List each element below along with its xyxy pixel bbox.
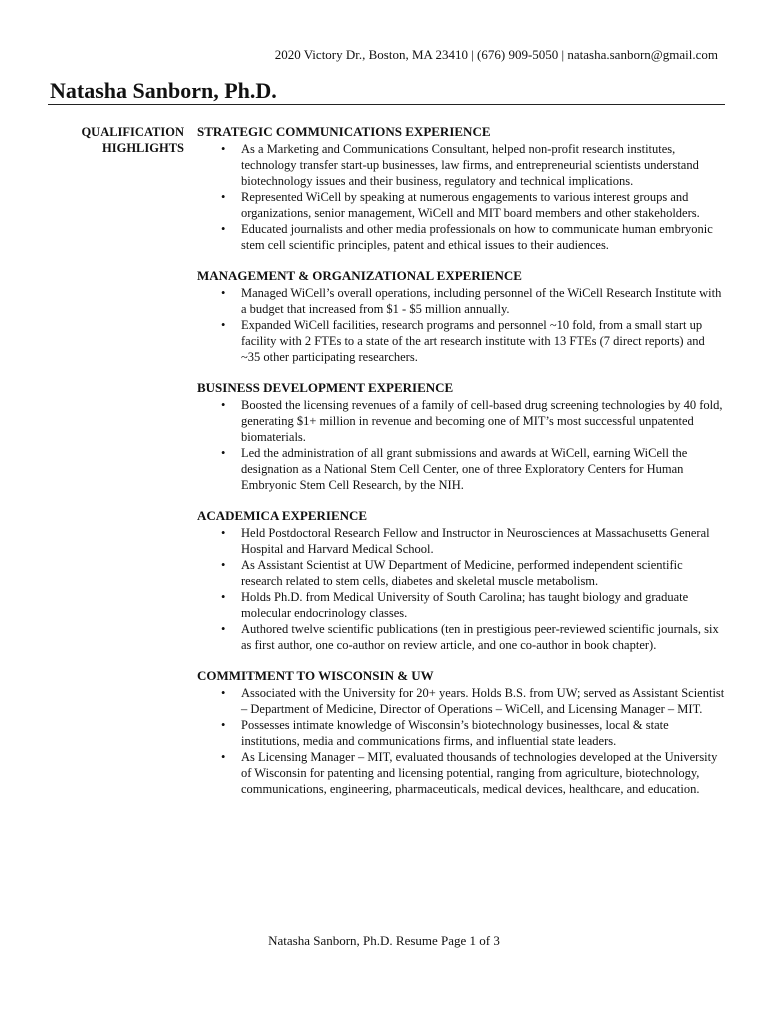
section-title: MANAGEMENT & ORGANIZATIONAL EXPERIENCE <box>197 268 522 283</box>
bullet-item <box>197 189 727 221</box>
bullet-icon: • <box>221 222 226 236</box>
section-title: BUSINESS DEVELOPMENT EXPERIENCE <box>197 380 454 395</box>
side-heading: QUALIFICATION HIGHLIGHTS <box>81 125 184 155</box>
bullet-item <box>197 749 727 797</box>
page-footer: Natasha Sanborn, Ph.D. Resume Page 1 of 3 <box>268 933 500 948</box>
bullet-text: As a Marketing and Communications Consultant, helped non-profit research institutes, technology transfer start-up businesses, law firms, and entrepreneurial scientists understand biotechnology issues and their business, regulatory and technical implications. <box>241 142 699 188</box>
resume-section <box>197 668 727 797</box>
resume-section <box>197 508 727 653</box>
bullet-text: Led the administration of all grant submissions and awards at WiCell, earning WiCell the designation as a National Stem Cell Center, one of three Exploratory Centers for Human Embryonic Stem Cell Research, by the NIH. <box>241 446 688 492</box>
bullet-icon: • <box>221 286 226 300</box>
bullet-item <box>197 141 727 189</box>
candidate-name: Natasha Sanborn, Ph.D. <box>50 78 277 103</box>
bullet-icon: • <box>221 590 226 604</box>
bullet-item <box>197 685 727 717</box>
bullet-icon: • <box>221 686 226 700</box>
bullet-item <box>197 557 727 589</box>
section-title: ACADEMICA EXPERIENCE <box>197 508 368 523</box>
resume-section <box>197 268 727 365</box>
bullet-list <box>197 285 727 365</box>
bullet-text: Boosted the licensing revenues of a family of cell-based drug screening technologies by 40 fold, generating $1+ million in revenue and becoming one of MIT’s most successful unpatented biomaterials. <box>241 398 723 444</box>
section-title: STRATEGIC COMMUNICATIONS EXPERIENCE <box>197 124 491 139</box>
bullet-item <box>197 589 727 621</box>
bullet-text: Educated journalists and other media professionals on how to communicate human embryonic stem cell scientific principles, patent and ethical issues to their audiences. <box>241 222 713 252</box>
bullet-text: As Assistant Scientist at UW Department of Medicine, performed independent scientific research related to stem cells, diabetes and skeletal muscle metabolism. <box>241 558 683 588</box>
bullet-icon: • <box>221 398 226 412</box>
bullet-text: Expanded WiCell facilities, research programs and personnel ~10 fold, from a small start up facility with 2 FTEs to a state of the art research institute with 13 FTEs (7 direct reports) and ~35 other participating researchers. <box>241 318 705 364</box>
bullet-icon: • <box>221 718 226 732</box>
bullet-text: Possesses intimate knowledge of Wisconsin’s biotechnology businesses, local & state institutions, media and communications firms, and influential state leaders. <box>241 718 669 748</box>
bullet-icon: • <box>221 142 226 156</box>
bullet-item <box>197 621 727 653</box>
bullet-text: Represented WiCell by speaking at numerous engagements to various interest groups and organizations, senior management, WiCell and MIT board members and other stakeholders. <box>241 190 700 220</box>
bullet-text: Held Postdoctoral Research Fellow and Instructor in Neurosciences at Massachusetts General Hospital and Harvard Medical School. <box>241 526 710 556</box>
bullet-icon: • <box>221 622 226 636</box>
section-title: COMMITMENT TO WISCONSIN & UW <box>197 668 434 683</box>
bullet-icon: • <box>221 190 226 204</box>
bullet-item <box>197 717 727 749</box>
bullet-list <box>197 397 727 493</box>
resume-section <box>197 124 727 253</box>
bullet-item <box>197 445 727 493</box>
bullet-item <box>197 221 727 253</box>
bullet-list <box>197 525 727 653</box>
bullet-item <box>197 397 727 445</box>
bullet-icon: • <box>221 526 226 540</box>
header-divider <box>48 104 725 105</box>
bullet-icon: • <box>221 446 226 460</box>
bullet-item <box>197 285 727 317</box>
bullet-icon: • <box>221 558 226 572</box>
bullet-icon: • <box>221 750 226 764</box>
contact-line: 2020 Victory Dr., Boston, MA 23410 | (676) 909-5050 | natasha.sanborn@gmail.com <box>274 47 718 62</box>
bullet-item <box>197 525 727 557</box>
bullet-list <box>197 685 727 797</box>
bullet-text: Managed WiCell’s overall operations, including personnel of the WiCell Research Institute with a budget that increased from $1 - $5 million annually. <box>241 286 722 316</box>
bullet-text: Associated with the University for 20+ years. Holds B.S. from UW; served as Assistant Scientist – Department of Medicine, Director of Operations – WiCell, and Licensing Manager – MIT. <box>241 686 725 716</box>
resume-body <box>197 124 727 812</box>
resume-section <box>197 380 727 493</box>
bullet-item <box>197 317 727 365</box>
bullet-text: As Licensing Manager – MIT, evaluated thousands of technologies developed at the University of Wisconsin for patenting and licensing potential, ranging from agriculture, biotechnology, communications, engineering, pharmaceuticals, medical devices, healthcare, and education. <box>241 750 718 796</box>
bullet-list <box>197 141 727 253</box>
bullet-text: Authored twelve scientific publications (ten in prestigious peer-reviewed scientific journals, six as first author, one co-author on review article, and one co-author in book chapter). <box>241 622 719 652</box>
bullet-text: Holds Ph.D. from Medical University of South Carolina; has taught biology and graduate molecular endocrinology classes. <box>241 590 689 620</box>
bullet-icon: • <box>221 318 226 332</box>
